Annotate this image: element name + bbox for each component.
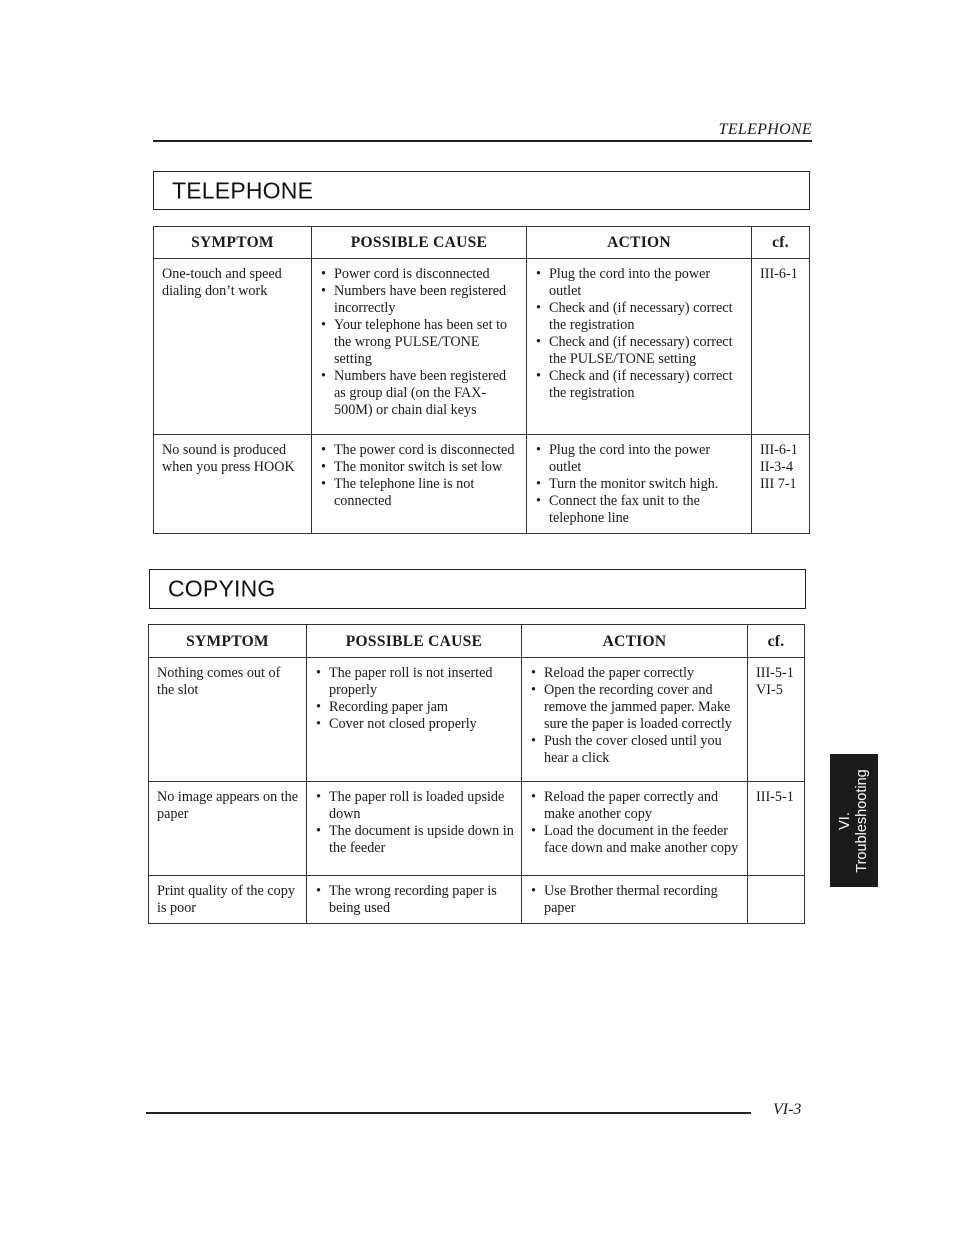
header-rule — [153, 140, 812, 142]
section-title: COPYING — [168, 575, 276, 602]
action-cell — [527, 259, 752, 435]
cf-header: cf. — [748, 625, 805, 658]
cause-cell — [307, 658, 522, 782]
action-cell — [522, 658, 748, 782]
action-list — [530, 883, 741, 917]
cause-item: • The telephone line is not connected — [320, 476, 520, 510]
table-row — [149, 876, 805, 924]
table-body — [149, 658, 805, 924]
cf-cell — [748, 876, 805, 924]
copying-section-heading — [149, 569, 806, 609]
footer-rule — [146, 1112, 751, 1114]
cause-item: • The paper roll is not inserted properly — [315, 665, 515, 699]
action-item: • Reload the paper correctly — [530, 665, 741, 682]
symptom-cell: No sound is produced when you press HOOK — [154, 435, 312, 534]
action-list — [530, 665, 741, 767]
symptom-header: SYMPTOM — [154, 227, 312, 259]
table-row — [154, 435, 810, 534]
action-item: • Open the recording cover and remove the jammed paper. Make sure the paper is loaded correctly — [530, 682, 741, 733]
action-item: • Plug the cord into the power outlet — [535, 442, 745, 476]
telephone-section-heading — [153, 171, 810, 210]
action-list — [535, 442, 745, 527]
cause-item: • Numbers have been registered as group dial (on the FAX-500M) or chain dial keys — [320, 368, 520, 419]
table-row — [154, 259, 810, 435]
cause-list — [320, 266, 520, 419]
cause-item: • The document is upside down in the feeder — [315, 823, 515, 857]
cause-item: • Recording paper jam — [315, 699, 515, 716]
symptom-header: SYMPTOM — [149, 625, 307, 658]
action-list — [535, 266, 745, 402]
table-body — [154, 259, 810, 534]
cause-list — [315, 789, 515, 857]
table-row — [149, 782, 805, 876]
cf-cell — [752, 259, 810, 435]
chapter-name: Troubleshooting — [854, 768, 870, 873]
possible-cause-header: POSSIBLE CAUSE — [312, 227, 527, 259]
cf-cell — [748, 658, 805, 782]
chapter-tab-label — [837, 769, 871, 872]
cause-item: • The paper roll is loaded upside down — [315, 789, 515, 823]
cause-list — [320, 442, 520, 510]
action-item: • Connect the fax unit to the telephone line — [535, 493, 745, 527]
table-row — [149, 658, 805, 782]
action-cell — [522, 876, 748, 924]
possible-cause-header: POSSIBLE CAUSE — [307, 625, 522, 658]
telephone-table — [153, 226, 810, 534]
action-header: ACTION — [522, 625, 748, 658]
action-item: • Load the document in the feeder face down and make another copy — [530, 823, 741, 857]
action-item: • Check and (if necessary) correct the registration — [535, 368, 745, 402]
cf-cell — [752, 435, 810, 534]
cf-reference: II-3-4 — [760, 459, 794, 475]
cf-reference: III 7-1 — [760, 476, 797, 492]
cf-reference: III-6-1 — [760, 266, 798, 282]
action-list — [530, 789, 741, 857]
page-number: VI-3 — [773, 1101, 802, 1118]
action-item: • Push the cover closed until you hear a click — [530, 733, 741, 767]
action-item: • Turn the monitor switch high. — [535, 476, 745, 493]
chapter-tab — [830, 754, 878, 887]
symptom-cell: Nothing comes out of the slot — [149, 658, 307, 782]
cause-list — [315, 883, 515, 917]
action-item: • Use Brother thermal recording paper — [530, 883, 741, 917]
cf-cell — [748, 782, 805, 876]
cf-reference: III-5-1 — [756, 665, 794, 681]
cause-item: • Power cord is disconnected — [320, 266, 520, 283]
cause-cell — [312, 259, 527, 435]
cause-item: • The power cord is disconnected — [320, 442, 520, 459]
cause-cell — [307, 782, 522, 876]
cause-item: • Numbers have been registered incorrectly — [320, 283, 520, 317]
symptom-cell: Print quality of the copy is poor — [149, 876, 307, 924]
chapter-number: VI. — [837, 811, 853, 830]
action-cell — [527, 435, 752, 534]
cf-reference: III-6-1 — [760, 442, 798, 458]
cause-item: • The wrong recording paper is being used — [315, 883, 515, 917]
action-cell — [522, 782, 748, 876]
cause-cell — [312, 435, 527, 534]
cause-item: • Your telephone has been set to the wrong PULSE/TONE setting — [320, 317, 520, 368]
running-header: TELEPHONE — [718, 121, 812, 138]
symptom-cell: One-touch and speed dialing don’t work — [154, 259, 312, 435]
section-title: TELEPHONE — [172, 177, 314, 203]
cf-reference: III-5-1 — [756, 789, 794, 805]
cause-item: • Cover not closed properly — [315, 716, 515, 733]
action-header: ACTION — [527, 227, 752, 259]
cf-reference: VI-5 — [756, 682, 783, 698]
cause-item: • The monitor switch is set low — [320, 459, 520, 476]
action-item: • Check and (if necessary) correct the PULSE/TONE setting — [535, 334, 745, 368]
symptom-cell: No image appears on the paper — [149, 782, 307, 876]
action-item: • Check and (if necessary) correct the registration — [535, 300, 745, 334]
cf-header: cf. — [752, 227, 810, 259]
action-item: • Reload the paper correctly and make another copy — [530, 789, 741, 823]
copying-table — [148, 624, 805, 924]
action-item: • Plug the cord into the power outlet — [535, 266, 745, 300]
cause-list — [315, 665, 515, 733]
cause-cell — [307, 876, 522, 924]
